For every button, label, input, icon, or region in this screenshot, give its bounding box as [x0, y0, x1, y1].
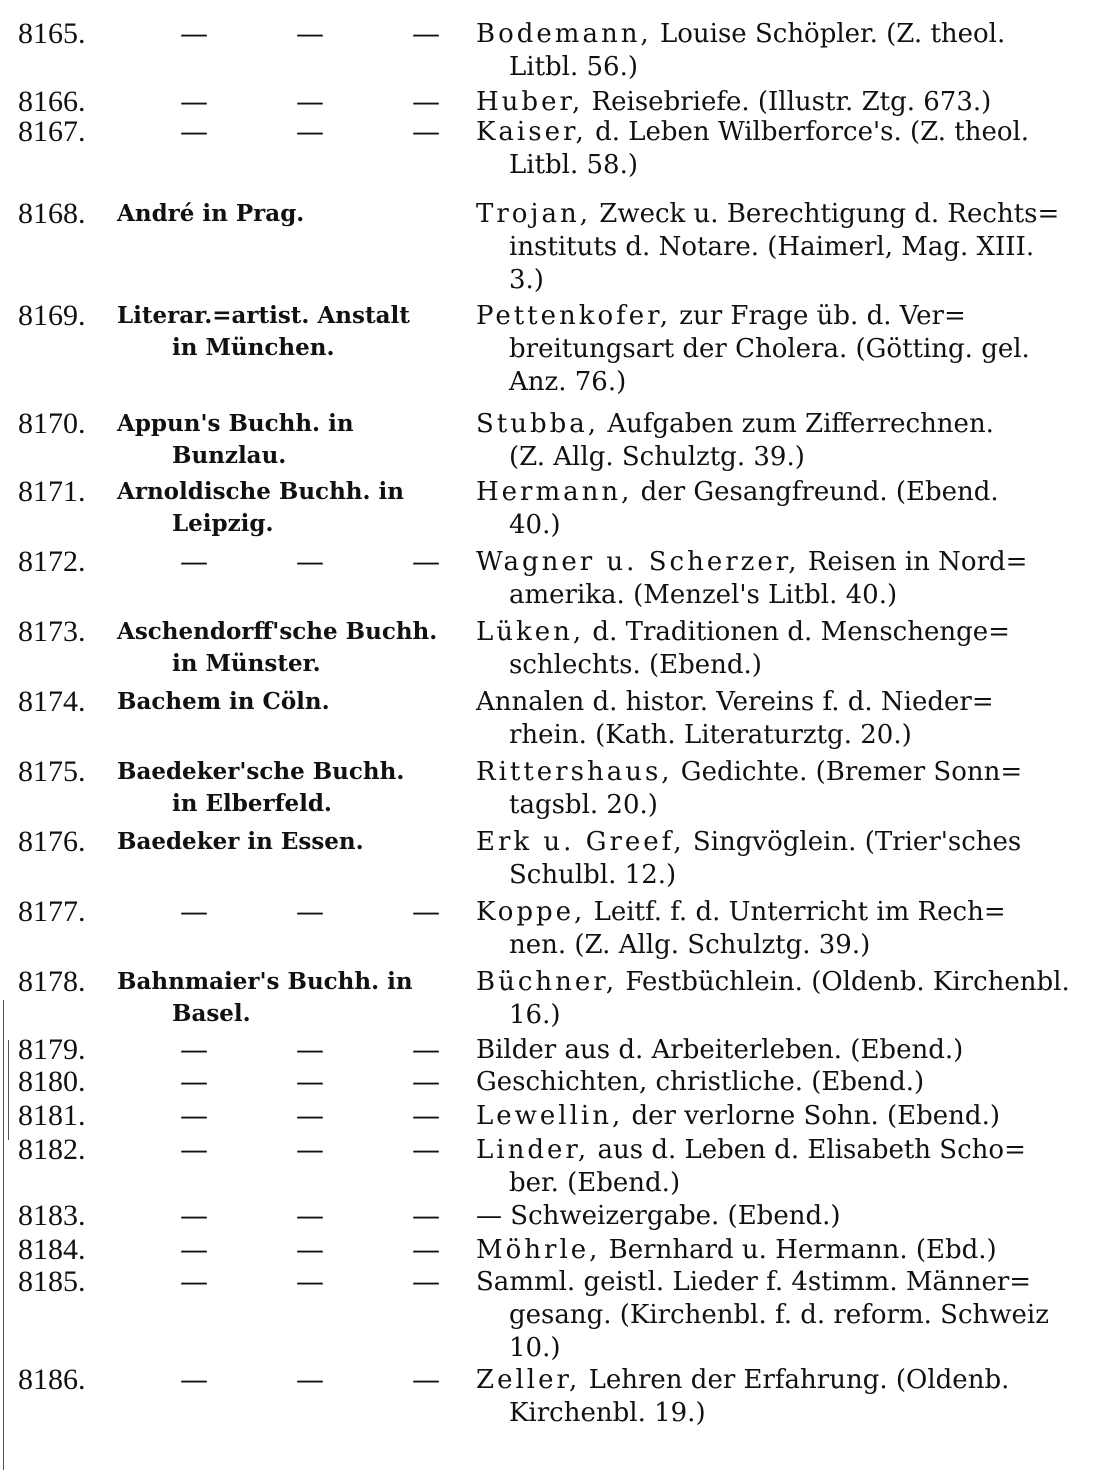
entry-number: 8184. [18, 1233, 86, 1266]
author-name: Koppe, [476, 897, 586, 927]
publisher-line: in Münster. [172, 650, 321, 677]
title-continuation: gesang. (Kirchenbl. f. d. reform. Schweiz [509, 1300, 1049, 1330]
entry-number: 8177. [18, 895, 86, 928]
ditto-dash: — [180, 1199, 208, 1232]
title-text: zur Frage üb. d. Ver= [671, 301, 966, 331]
title-reference [476, 1200, 1096, 1233]
title-continuation: 3.) [509, 265, 544, 295]
title-reference [476, 1234, 1096, 1267]
title-continuation: breitungsart der Cholera. (Götting. gel. [509, 334, 1030, 364]
author-name: Linder, [476, 1135, 590, 1165]
title-reference [476, 18, 1096, 84]
title-continuation: ber. (Ebend.) [509, 1168, 681, 1198]
title-text: Reisebriefe. (Illustr. Ztg. 673.) [583, 87, 992, 117]
title-continuation: Kirchenbl. 19.) [509, 1398, 706, 1428]
ditto-dashes [180, 1134, 440, 1166]
ditto-dash: — [180, 85, 208, 118]
title-reference [476, 300, 1096, 399]
author-name: Wagner u. Scherzer, [476, 547, 800, 577]
ditto-dash: — [412, 1033, 440, 1066]
title-continuation: amerika. (Menzel's Litbl. 40.) [509, 580, 898, 610]
title-continuation: 40.) [509, 510, 561, 540]
title-reference [476, 1034, 1096, 1067]
author-name: Zeller, [476, 1365, 581, 1395]
entry-number: 8181. [18, 1099, 86, 1132]
title-text: Zweck u. Berechtigung d. Rechts= [591, 199, 1060, 229]
title-continuation: Litbl. 56.) [509, 52, 639, 82]
ditto-dash: — [296, 115, 324, 148]
ditto-dash: — [296, 1363, 324, 1396]
margin-rule [8, 1040, 9, 1140]
title-text: Leitf. f. d. Unterricht im Rech= [585, 897, 1006, 927]
publisher-line: Appun's Buchh. in [117, 410, 354, 437]
publisher-line: Bahnmaier's Buchh. in [117, 968, 413, 995]
publisher-line: in München. [172, 334, 335, 361]
title-continuation: (Z. Allg. Schulztg. 39.) [509, 442, 805, 472]
entry-number: 8186. [18, 1363, 86, 1396]
ditto-dashes [180, 1100, 440, 1132]
entry-number: 8176. [18, 825, 86, 858]
publisher-line: Basel. [172, 1000, 251, 1027]
ditto-dash: — [180, 895, 208, 928]
entry-number: 8174. [18, 685, 86, 718]
ditto-dashes [180, 1200, 440, 1232]
ditto-dashes [180, 18, 440, 50]
title-reference [476, 476, 1096, 542]
ditto-dash: — [296, 85, 324, 118]
entry-number: 8173. [18, 615, 86, 648]
publisher-line: in Elberfeld. [172, 790, 332, 817]
title-text: Singvöglein. (Trier'sches [684, 827, 1022, 857]
ditto-dash: — [180, 1065, 208, 1098]
ditto-dash: — [296, 1233, 324, 1266]
title-text: Bilder aus d. Arbeiterleben. (Ebend.) [476, 1035, 964, 1065]
publisher-line: Aschendorff'sche Buchh. [117, 618, 438, 645]
entry-number: 8185. [18, 1265, 86, 1298]
ditto-dash: — [412, 1065, 440, 1098]
ditto-dash: — [180, 1133, 208, 1166]
author-name: Lewellin, [476, 1101, 624, 1131]
author-name: Stubba, [476, 409, 600, 439]
ditto-dash: — [412, 895, 440, 928]
title-text: Geschichten, christliche. (Ebend.) [476, 1067, 925, 1097]
entry-number: 8170. [18, 407, 86, 440]
title-reference [476, 896, 1096, 962]
title-continuation: Schulbl. 12.) [509, 860, 677, 890]
publisher-line: Arnoldische Buchh. in [117, 478, 404, 505]
title-reference [476, 1134, 1096, 1200]
publisher-line: Baedeker'sche Buchh. [117, 758, 405, 785]
title-continuation: 10.) [509, 1333, 561, 1363]
title-continuation: tagsbl. 20.) [509, 790, 658, 820]
author-name: Pettenkofer, [476, 301, 671, 331]
ditto-dash: — [180, 17, 208, 50]
ditto-dash: — [296, 1065, 324, 1098]
margin-rule [3, 1000, 4, 1470]
publisher-line: Bachem in Cöln. [117, 688, 330, 715]
ditto-dash: — [296, 17, 324, 50]
entry-number: 8183. [18, 1199, 86, 1232]
title-text: Festbüchlein. (Oldenb. Kirchenbl. [617, 967, 1070, 997]
publisher-line: Leipzig. [172, 510, 274, 537]
ditto-dash: — [296, 545, 324, 578]
title-reference [476, 1066, 1096, 1099]
author-name: Erk u. Greef, [476, 827, 685, 857]
publisher [117, 826, 457, 858]
ditto-dashes [180, 1034, 440, 1066]
entry-number: 8171. [18, 475, 86, 508]
ditto-dashes [180, 1234, 440, 1266]
publisher [117, 198, 457, 230]
entry-number: 8182. [18, 1133, 86, 1166]
title-continuation: instituts d. Notare. (Haimerl, Mag. XIII. [509, 232, 1035, 262]
ditto-dash: — [412, 1233, 440, 1266]
entry-number: 8175. [18, 755, 86, 788]
title-continuation: 16.) [509, 1000, 561, 1030]
ditto-dashes [180, 1066, 440, 1098]
title-text: — Schweizergabe. (Ebend.) [476, 1201, 841, 1231]
publisher [117, 756, 457, 820]
ditto-dash: — [412, 1363, 440, 1396]
ditto-dash: — [296, 1033, 324, 1066]
title-continuation: schlechts. (Ebend.) [509, 650, 762, 680]
ditto-dash: — [180, 1363, 208, 1396]
title-reference [476, 966, 1096, 1032]
title-text: d. Traditionen d. Menschenge= [584, 617, 1010, 647]
author-name: Bodemann, [476, 19, 652, 49]
title-reference [476, 198, 1096, 297]
publisher-line: Bunzlau. [172, 442, 287, 469]
title-text: Reisen in Nord= [799, 547, 1028, 577]
ditto-dash: — [412, 1199, 440, 1232]
publisher-line: Literar.=artist. Anstalt [117, 302, 410, 329]
title-reference [476, 546, 1096, 612]
entry-number: 8169. [18, 299, 86, 332]
ditto-dash: — [412, 1099, 440, 1132]
title-reference [476, 408, 1096, 474]
publisher-line: André in Prag. [117, 200, 305, 227]
title-text: Lehren der Erfahrung. (Oldenb. [580, 1365, 1010, 1395]
ditto-dash: — [296, 1133, 324, 1166]
title-reference [476, 1266, 1096, 1365]
ditto-dash: — [412, 545, 440, 578]
author-name: Lüken, [476, 617, 585, 647]
title-continuation: Litbl. 58.) [509, 150, 639, 180]
title-text: Bernhard u. Hermann. (Ebd.) [600, 1235, 997, 1265]
publisher [117, 616, 457, 680]
title-text: aus d. Leben d. Elisabeth Scho= [589, 1135, 1026, 1165]
ditto-dashes [180, 1266, 440, 1298]
title-reference [476, 1100, 1096, 1133]
title-reference [476, 1364, 1096, 1430]
title-reference [476, 686, 1096, 752]
entry-number: 8168. [18, 197, 86, 230]
ditto-dash: — [296, 1199, 324, 1232]
author-name: Kaiser, [476, 117, 587, 147]
author-name: Hermann, [476, 477, 633, 507]
author-name: Büchner, [476, 967, 618, 997]
ditto-dashes [180, 1364, 440, 1396]
title-text: Louise Schöpler. (Z. theol. [651, 19, 1006, 49]
ditto-dashes [180, 116, 440, 148]
ditto-dash: — [412, 1133, 440, 1166]
ditto-dash: — [412, 85, 440, 118]
ditto-dash: — [412, 1265, 440, 1298]
ditto-dash: — [180, 1265, 208, 1298]
entry-number: 8165. [18, 17, 86, 50]
entry-number: 8172. [18, 545, 86, 578]
ditto-dash: — [296, 1099, 324, 1132]
author-name: Rittershaus, [476, 757, 673, 787]
publisher-line: Baedeker in Essen. [117, 828, 364, 855]
ditto-dash: — [296, 1265, 324, 1298]
publisher [117, 966, 457, 1030]
title-reference [476, 826, 1096, 892]
entry-number: 8178. [18, 965, 86, 998]
title-text: Annalen d. histor. Vereins f. d. Nieder= [476, 687, 994, 717]
publisher [117, 476, 457, 540]
publisher [117, 300, 457, 364]
ditto-dash: — [412, 17, 440, 50]
title-text: der verlorne Sohn. (Ebend.) [623, 1101, 1000, 1131]
author-name: Huber, [476, 87, 584, 117]
author-name: Trojan, [476, 199, 591, 229]
ditto-dashes [180, 546, 440, 578]
author-name: Möhrle, [476, 1235, 601, 1265]
ditto-dash: — [296, 895, 324, 928]
ditto-dash: — [180, 545, 208, 578]
title-continuation: rhein. (Kath. Literaturztg. 20.) [509, 720, 912, 750]
title-text: Aufgaben zum Zifferrechnen. [599, 409, 994, 439]
publisher [117, 686, 457, 718]
ditto-dashes [180, 86, 440, 118]
ditto-dash: — [180, 1233, 208, 1266]
title-reference [476, 86, 1096, 119]
ditto-dashes [180, 896, 440, 928]
title-text: d. Leben Wilberforce's. (Z. theol. [586, 117, 1030, 147]
ditto-dash: — [180, 1033, 208, 1066]
title-reference [476, 616, 1096, 682]
title-text: der Gesangfreund. (Ebend. [632, 477, 999, 507]
title-text: Samml. geistl. Lieder f. 4stimm. Männer= [476, 1267, 1032, 1297]
title-continuation: nen. (Z. Allg. Schulztg. 39.) [509, 930, 871, 960]
ditto-dash: — [412, 115, 440, 148]
title-reference [476, 756, 1096, 822]
entry-number: 8179. [18, 1033, 86, 1066]
title-reference [476, 116, 1096, 182]
ditto-dash: — [180, 115, 208, 148]
ditto-dash: — [180, 1099, 208, 1132]
entry-number: 8180. [18, 1065, 86, 1098]
publisher [117, 408, 457, 472]
title-text: Gedichte. (Bremer Sonn= [672, 757, 1023, 787]
entry-number: 8167. [18, 115, 86, 148]
entry-number: 8166. [18, 85, 86, 118]
title-continuation: Anz. 76.) [509, 367, 627, 397]
